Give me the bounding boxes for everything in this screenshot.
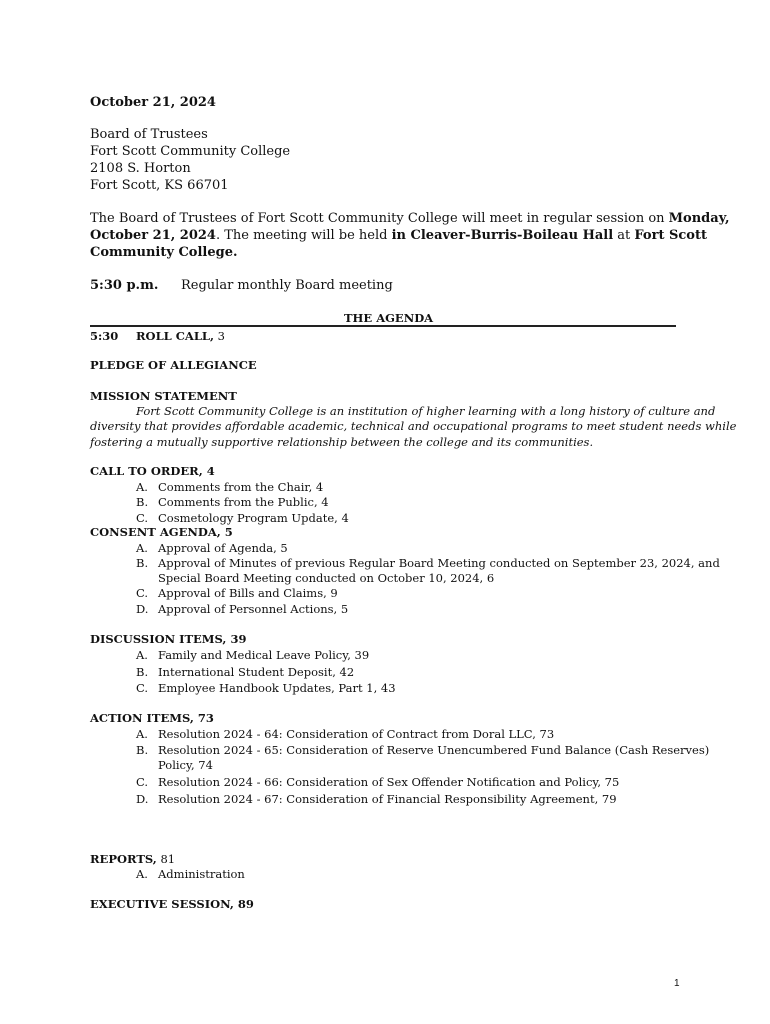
discussion-items-heading: DISCUSSION ITEMS, 39 [90, 632, 247, 646]
pledge-heading: PLEDGE OF ALLEGIANCE [90, 358, 257, 372]
address-line: 2108 S. Horton [90, 161, 191, 176]
intro-text: The Board of Trustees of Fort Scott Community College will meet in regular session on [90, 211, 669, 226]
mission-text: fostering a mutually supportive relationship between the college and its communities. [90, 435, 594, 449]
reports-heading [90, 852, 175, 866]
intro-day: Monday, [668, 211, 730, 226]
address-line: Fort Scott, KS 66701 [90, 178, 229, 193]
action-items-heading: ACTION ITEMS, 73 [90, 711, 214, 725]
meeting-description: Regular monthly Board meeting [181, 278, 393, 293]
roll-call-time: 5:30 [90, 329, 119, 343]
roll-call [136, 329, 225, 343]
letter-date: October 21, 2024 [90, 95, 216, 110]
intro-college: Fort Scott [634, 228, 707, 243]
agenda-page: October 21, 2024 Board of Trustees Fort Scott Community College 2108 S. Horton Fort Scott, KS 66701 The Board of Trustees of Fort Scott Community College will meet in regular session on Monday, October 21, 2024. The meeting will be held in Cleaver-Burris-Boileau Hall at Fort Scott Community College. 5:30 p.m. Regular monthly Board meeting THE AGENDA 5:30 ROLL CALL, 3 PLEDGE OF ALLEGIANCE MISSION STATEMENT Fort Scott Community College is an institution of higher learning with a long history of culture and diversity that provides affordable academic, technical and occupational programs to meet student needs while fostering a mutually supportive relationship between the college and its communities. CALL TO ORDER, 4 A. Comments from the Chair, 4 B. Comments from the Public, 4 C. Cosmetology Program Update, 4 CONSENT AGENDA, 5 A. Approval of Agenda, 5 B. Approval of Minutes of previous Regular Board Meeting conducted on September 23, 2024, and Special Board Meeting conducted on October 10, 2024, 6 C. Approval of Bills and Claims, 9 D. Approval of Personnel Actions, 5 DISCUSSION ITEMS, 39 A. Family and Medical Leave Policy, 39 B. International Student Deposit, 42 C. Employee Handbook Updates, Part 1, 43 ACTION ITEMS, 73 A. Resolution 2024 - 64: Consideration of Contract from Doral LLC, 73 B. Resolution 2024 - 65: Consideration of Reserve Unencumbered Fund Balance (Cash Reserves) Policy, 74 C. Resolution 2024 - 66: Consideration of Sex Offender Notification and Policy, 75 D. Resolution 2024 - 67: Consideration of Financial Responsibility Agreement, 79 REPORTS, 81 A. Administration EXECUTIVE SESSION, 89 1 [90, 95, 737, 989]
meeting-time: 5:30 p.m. [90, 278, 159, 293]
mission-text: diversity that provides affordable academic, technical and occupational programs to meet student needs while [90, 419, 737, 433]
executive-session-heading: EXECUTIVE SESSION, 89 [90, 897, 254, 911]
agenda-title: THE AGENDA [344, 311, 434, 325]
roll-call-page: 3 [214, 329, 225, 343]
reports-page: 81 [156, 852, 176, 866]
agenda-divider [90, 325, 676, 327]
mission-heading: MISSION STATEMENT [90, 389, 237, 403]
intro-line-1 [90, 211, 730, 226]
intro-line-2 [90, 228, 707, 243]
intro-line-3: Community College. [90, 245, 238, 260]
consent-agenda-heading: CONSENT AGENDA, 5 [90, 525, 233, 539]
mission-text: Fort Scott Community College is an institution of higher learning with a long history of culture and [136, 404, 716, 418]
intro-venue: in Cleaver-Burris-Boileau Hall [391, 228, 614, 243]
reports-label: REPORTS, [90, 852, 157, 866]
address-line: Fort Scott Community College [90, 144, 291, 159]
intro-text: . The meeting will be held [215, 228, 392, 243]
roll-call-label: ROLL CALL, [136, 329, 215, 343]
intro-text: at [613, 228, 635, 243]
page-number: 1 [674, 978, 680, 989]
address-line: Board of Trustees [90, 127, 208, 142]
call-to-order-heading: CALL TO ORDER, 4 [90, 464, 215, 478]
intro-date: October 21, 2024 [90, 228, 216, 243]
